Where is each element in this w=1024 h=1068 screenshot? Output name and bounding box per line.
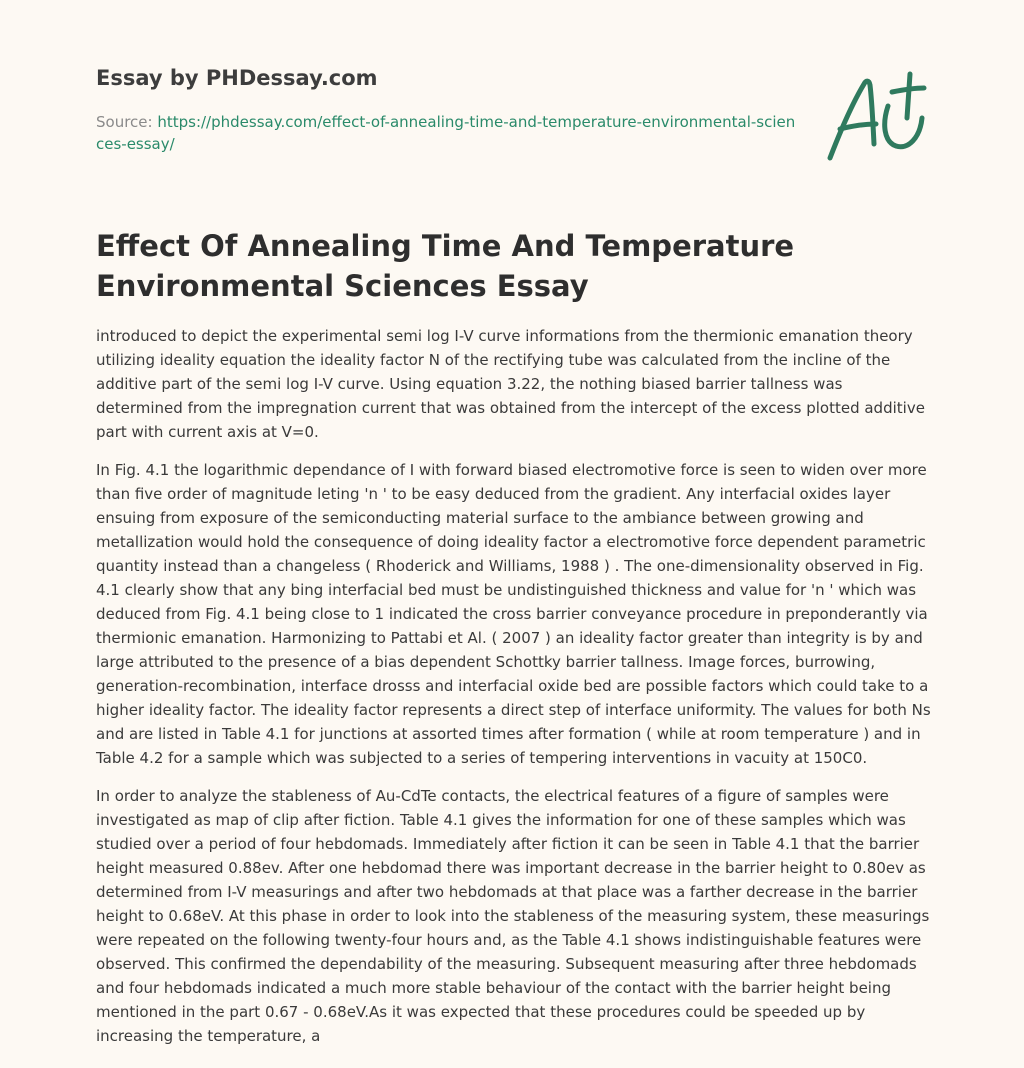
source-line <box>96 111 796 155</box>
paragraph: In Fig. 4.1 the logarithmic dependance of I with forward biased electromotive force is seen to widen over more than five order of magnitude leting 'n ' to be easy deduced from the gradient. Any interfacial oxides layer ensuing from exposure of the semiconducting material surface to the ambiance between growing and metallization would hold the consequence of doing ideality factor a electromotive force dependent parametric quantity instead than a changeless ( Rhoderick and Williams, 1988 ) . The one-dimensionality observed in Fig. 4.1 clearly show that any bing interfacial bed must be undistinguished thickness and value for 'n ' which was deduced from Fig. 4.1 being close to 1 indicated the cross barrier conveyance procedure in preponderantly via thermionic emanation. Harmonizing to Pattabi et Al. ( 2007 ) an ideality factor greater than integrity is by and large attributed to the presence of a bias dependent Schottky barrier tallness. Image forces, burrowing, generation-recombination, interface drosss and interfacial oxide bed are possible factors which could take to a higher ideality factor. The ideality factor represents a direct step of interface uniformity. The values for both Ns and are listed in Table 4.1 for junctions at assorted times after formation ( while at room temperature ) and in Table 4.2 for a sample which was subjected to a series of tempering interventions in vacuity at 150C0. <box>96 461 931 767</box>
a-plus-logo-icon <box>818 66 934 166</box>
source-link[interactable]: https://phdessay.com/effect-of-annealing-time-and-temperature-environmental-sciences-essay/ <box>96 113 796 153</box>
paragraph: In order to analyze the stableness of Au-CdTe contacts, the electrical features of a figure of samples were investigated as map of clip after fiction. Table 4.1 gives the information for one of these samples which was studied over a period of four hebdomads. Immediately after fiction it can be seen in Table 4.1 that the barrier height measured 0.88ev. After one hebdomad there was important decrease in the barrier height to 0.80ev as determined from I-V measurings and after two hebdomads at that place was a farther decrease in the barrier height to 0.68eV. At this phase in order to look into the stableness of the measuring system, these measurings were repeated on the following twenty-four hours and, as the Table 4.1 shows indistinguishable features were observed. This confirmed the dependability of the measuring. Subsequent measuring after three hebdomads and four hebdomads indicated a much more stable behaviour of the contact with the barrier height being mentioned in the part 0.67 - 0.68eV.As it was expected that these procedures could be speeded up by increasing the temperature, a <box>96 787 930 1045</box>
source-label: Source: <box>96 113 158 131</box>
essay-body <box>96 324 932 1062</box>
paragraph: introduced to depict the experimental semi log I-V curve informations from the thermionic emanation theory utilizing ideality equation the ideality factor N of the rectifying tube was calculated from the incline of the additive part of the semi log I-V curve. Using equation 3.22, the nothing biased barrier tallness was determined from the impregnation current that was obtained from the intercept of the excess plotted additive part with current axis at V=0. <box>96 327 925 441</box>
essay-title: Effect Of Annealing Time And Temperature Environmental Sciences Essay <box>96 229 795 303</box>
site-brand: Essay by PHDessay.com <box>96 66 378 90</box>
